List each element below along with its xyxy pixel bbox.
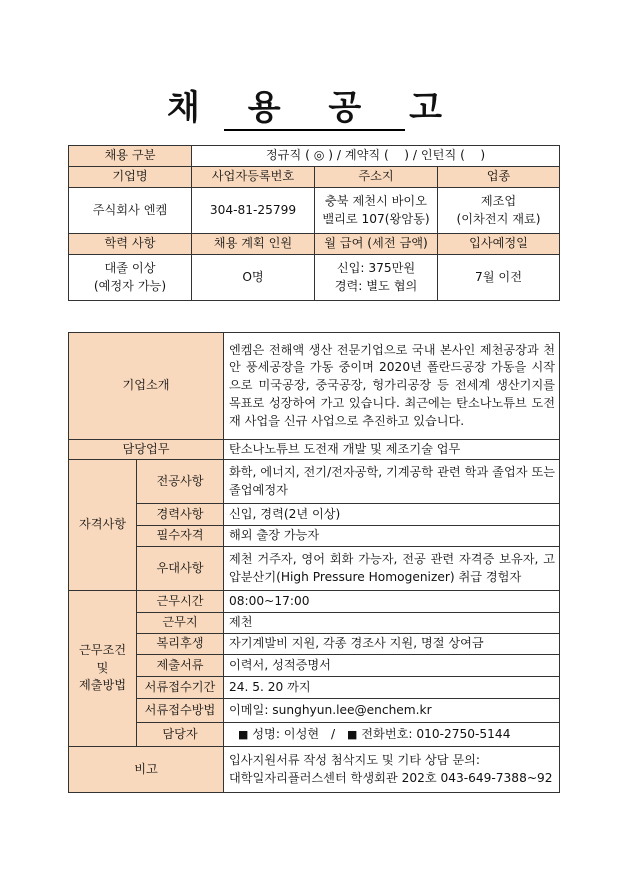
major-text: 화학, 에너지, 전기/전자공학, 기계공학 관련 학과 졸업자 또는 졸업예정자: [224, 460, 560, 504]
company-intro-text: 엔켐은 전해액 생산 전문기업으로 국내 본사인 제천공장과 천안 풍세공장을 가동 중이며 2020년 폴란드공장 가동을 시작으로 미국공장, 중국공장, 헝가리공장 등 전세계 생산기지를 목표로 성장하여 가고 있습니다. 최근에는 탄소나노튜브 도전재 사업을 신규 사업으로 추진하고 있습니다.: [224, 333, 560, 440]
duty-text: 탄소나노튜브 도전재 개발 및 제조기술 업무: [224, 440, 560, 460]
deadline-label: 서류접수기간: [137, 677, 224, 699]
page-title: 채 용 공 고: [167, 88, 460, 128]
qualification-label: 자격사항: [69, 460, 137, 591]
salary-line-2: 경력: 별도 협의: [334, 278, 418, 293]
company-intro-label: 기업소개: [69, 333, 224, 440]
preferred-text: 제천 거주자, 영어 회화 가능자, 전공 관련 자격증 보유자, 고압분산기(High Pressure Homogenizer) 취급 경험자: [224, 547, 560, 591]
contact-separator: /: [331, 726, 336, 741]
business-number: 304-81-25799: [192, 188, 315, 234]
career-label: 경력사항: [137, 504, 224, 526]
industry-cell: [438, 188, 560, 234]
hours-label: 근무시간: [137, 591, 224, 613]
education-line-2: (예정자 가능): [93, 278, 167, 293]
contact-name-square-icon: ■: [238, 727, 249, 741]
headcount: O명: [192, 255, 315, 301]
remarks-line-1: 입사지원서류 작성 첨삭지도 및 기타 상담 문의:: [229, 752, 481, 767]
education-line-1: 대졸 이상: [104, 260, 156, 275]
education-cell: [69, 255, 192, 301]
header-address: 주소지: [315, 167, 438, 188]
company-name: 주식회사 엔켐: [69, 188, 192, 234]
address-line-1: 충북 제천시 바이오: [325, 193, 427, 208]
header-salary: 월 급여 (세전 금액): [315, 234, 438, 255]
welfare-text: 자기계발비 지원, 각종 경조사 지원, 명절 상여금: [224, 634, 560, 655]
conditions-label-line-1: 근무조건: [78, 642, 127, 657]
documents-label: 제출서류: [137, 655, 224, 677]
contact-label: 담당자: [137, 723, 224, 747]
details-table: [68, 332, 560, 793]
salary-cell: [315, 255, 438, 301]
employment-type-label: 채용 구분: [69, 146, 192, 167]
required-label: 필수자격: [137, 526, 224, 547]
header-industry: 업종: [438, 167, 560, 188]
preferred-label: 우대사항: [137, 547, 224, 591]
major-label: 전공사항: [137, 460, 224, 504]
documents-text: 이력서, 성적증명서: [224, 655, 560, 677]
title-underline: [224, 129, 405, 131]
contact-phone-square-icon: ■: [347, 727, 358, 741]
career-text: 신입, 경력(2년 이상): [224, 504, 560, 526]
remarks-label: 비고: [69, 747, 224, 793]
start-date: 7월 이전: [438, 255, 560, 301]
header-start-date: 입사예정일: [438, 234, 560, 255]
contact-cell: [224, 723, 560, 747]
remarks-line-2: 대학일자리플러스센터 학생회관 202호 043-649-7388~92: [229, 770, 553, 785]
location-text: 제천: [224, 613, 560, 634]
required-text: 해외 출장 가능자: [224, 526, 560, 547]
header-company-name: 기업명: [69, 167, 192, 188]
method-label: 서류접수방법: [137, 699, 224, 723]
method-text: 이메일: sunghyun.lee@enchem.kr: [224, 699, 560, 723]
conditions-label-line-2: 및: [96, 660, 109, 675]
contact-phone: 전화번호: 010-2750-5144: [361, 726, 511, 741]
header-business-number: 사업자등록번호: [192, 167, 315, 188]
conditions-label-line-3: 제출방법: [78, 678, 127, 693]
address-line-2: 밸리로 107(왕암동): [322, 211, 430, 226]
welfare-label: 복리후생: [137, 634, 224, 655]
industry-line-2: (이차전지 재료): [456, 211, 541, 226]
hours-text: 08:00~17:00: [224, 591, 560, 613]
industry-line-1: 제조업: [480, 193, 517, 208]
remarks-cell: [224, 747, 560, 793]
deadline-text: 24. 5. 20 까지: [224, 677, 560, 699]
header-headcount: 채용 계획 인원: [192, 234, 315, 255]
location-label: 근무지: [137, 613, 224, 634]
employment-type-value: 정규직 ( ◎ ) / 계약직 ( ) / 인턴직 ( ): [192, 146, 560, 167]
header-education: 학력 사항: [69, 234, 192, 255]
salary-line-1: 신입: 375만원: [336, 260, 416, 275]
duty-label: 담당업무: [69, 440, 224, 460]
address-cell: [315, 188, 438, 234]
contact-name: 성명: 이성현: [252, 726, 320, 741]
conditions-label: [69, 591, 137, 747]
overview-table: [68, 145, 560, 301]
